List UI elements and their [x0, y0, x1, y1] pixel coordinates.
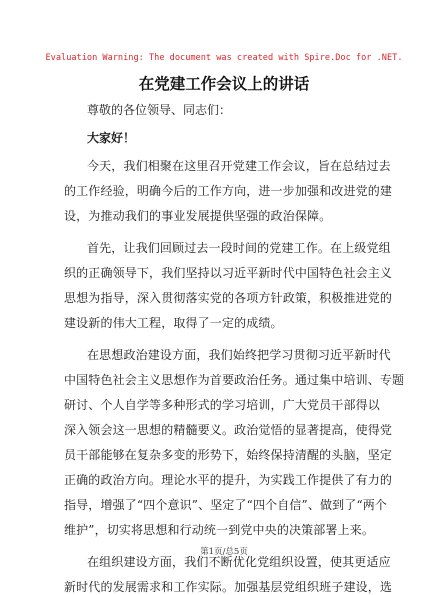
- paragraph-line: 指导，增强了“四个意识”、坚定了“四个自信”、做到了“两个: [64, 498, 388, 512]
- paragraph-line: 中国特色社会主义思想作为首要政治任务。通过集中培训、专题: [64, 373, 405, 387]
- evaluation-watermark: Evaluation Warning: The document was created with Spire.Doc for .NET.: [45, 53, 403, 63]
- paragraph-line: 正确的政治方向。理论水平的提升，为实践工作提供了有力的: [64, 473, 393, 487]
- paragraph-line: 设，为推动我们的事业发展提供坚强的政治保障。: [64, 209, 332, 223]
- paragraph-line: 的工作经验，明确今后的工作方向，进一步加强和改进党的建: [64, 184, 393, 198]
- paragraph-line: 在思想政治建设方面，我们始终把学习贯彻习近平新时代: [87, 348, 391, 362]
- document-title: 在党建工作会议上的讲话: [138, 75, 310, 93]
- paragraph-line: 新时代的发展需求和工作实际。加强基层党组织班子建设，选: [64, 580, 393, 594]
- paragraph-line: 维护”，切实将思想和行动统一到党中央的决策部署上来。: [64, 523, 375, 537]
- paragraph-line: 思想为指导，深入贯彻落实党的各项方针政策，积极推进党的: [64, 291, 393, 305]
- paragraph-line: 今天，我们相聚在这里召开党建工作会议，旨在总结过去: [87, 159, 391, 173]
- paragraph-line: 在组织建设方面，我们不断优化党组织设置，使其更适应: [87, 555, 391, 569]
- paragraph-line: 首先，让我们回顾过去一段时间的党建工作。在上级党组: [87, 241, 391, 255]
- paragraph-line: 员干部能够在复杂多变的形势下，始终保持清醒的头脑，坚定: [64, 448, 393, 462]
- page-number: 第1页/总5页: [200, 547, 248, 557]
- paragraph-line: 研讨、个人自学等多种形式的学习培训，广大党员干部得以: [64, 398, 380, 412]
- paragraph-line: 建设新的伟大工程，取得了一定的成绩。: [64, 316, 283, 330]
- salutation: 尊敬的各位领导、同志们：: [87, 103, 232, 117]
- paragraph-line: 织的正确领导下，我们坚持以习近平新时代中国特色社会主义: [64, 266, 393, 280]
- paragraph-line: 深入领会这一思想的精髓要义。政治觉悟的显著提高，使得党: [64, 423, 393, 437]
- greeting: 大家好！: [87, 131, 136, 145]
